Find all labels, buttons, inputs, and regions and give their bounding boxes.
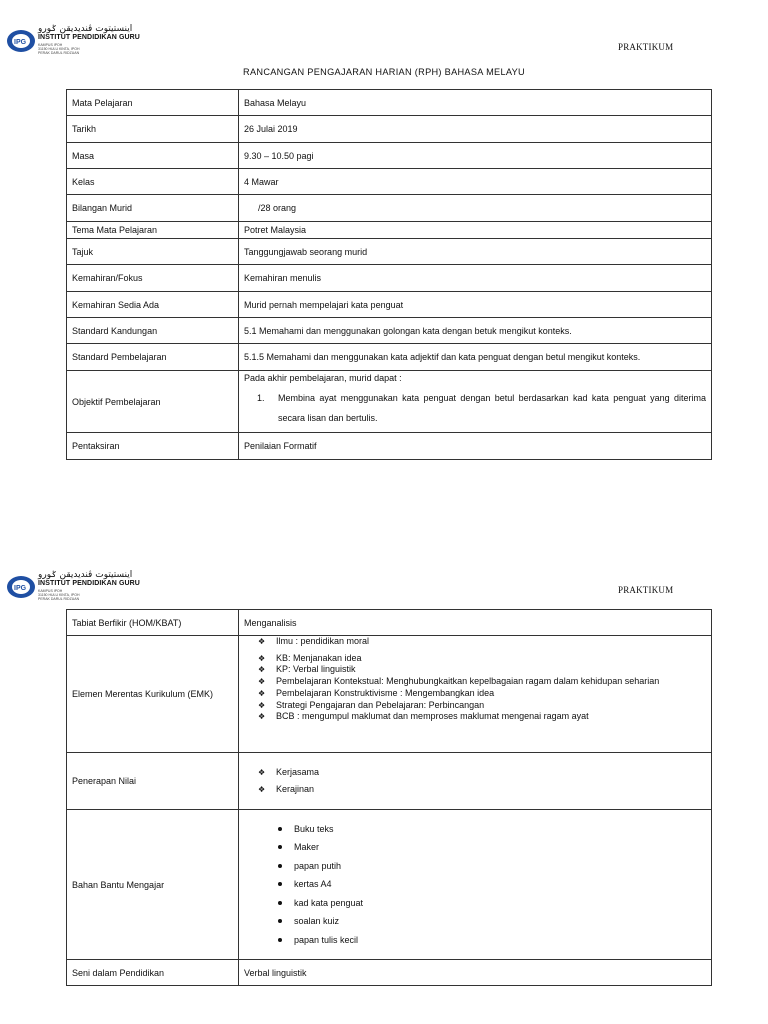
list-item: papan tulis kecil — [274, 931, 706, 950]
logo-campus: KAMPUS IPOH — [38, 43, 63, 47]
table-row — [67, 195, 712, 222]
row-label: Penerapan Nilai — [67, 753, 239, 810]
row-value: Menganalisis — [239, 610, 712, 636]
table-row — [67, 636, 712, 753]
table-row — [67, 371, 712, 433]
objektif-item-text: Membina ayat menggunakan kata penguat dengan betul berdasarkan kad kata penguat yang diterima secara lisan dan bertulis. — [278, 393, 706, 423]
list-item: soalan kuiz — [274, 912, 706, 931]
table-row — [67, 610, 712, 636]
logo-jawi-text: اينستيتوت ڤنديديقن ݢورو — [38, 24, 133, 34]
row-label: Tarikh — [67, 116, 239, 143]
table-row — [67, 433, 712, 460]
list-item: ❖ BCB : mengumpul maklumat dan memproses maklumat mengenai ragam ayat — [258, 711, 706, 723]
table-row — [67, 239, 712, 265]
row-value — [239, 753, 712, 810]
row-value: Bahasa Melayu — [239, 90, 712, 116]
ipg-emblem-icon — [6, 574, 36, 600]
objektif-item-number: 1. — [257, 393, 265, 403]
row-value: Penilaian Formatif — [239, 433, 712, 460]
table-row — [67, 169, 712, 195]
row-label: Bahan Bantu Mengajar — [67, 810, 239, 960]
institute-logo-page2 — [6, 570, 141, 606]
row-value — [239, 195, 712, 222]
ipg-emblem-icon — [6, 28, 36, 54]
row-label: Masa — [67, 143, 239, 169]
row-value: Potret Malaysia — [239, 222, 712, 239]
praktikum-label: PRAKTIKUM — [618, 42, 674, 52]
list-item: ❖ Strategi Pengajaran dan Pebelajaran: Perbincangan — [258, 700, 706, 712]
emk-list — [244, 636, 706, 723]
row-value — [239, 636, 712, 753]
objektif-intro: Pada akhir pembelajaran, murid dapat : — [244, 373, 402, 383]
table-row — [67, 116, 712, 143]
row-label: Kelas — [67, 169, 239, 195]
row-label: Seni dalam Pendidikan — [67, 960, 239, 986]
rph-elements-table — [66, 609, 712, 986]
row-label: Kemahiran Sedia Ada — [67, 292, 239, 318]
list-item: Buku teks — [274, 820, 706, 839]
logo-state: PERAK DARUL RIDZUAN — [38, 51, 80, 55]
list-item: ❖ Kerjasama — [258, 764, 706, 781]
row-label: Bilangan Murid — [67, 195, 239, 222]
row-value: Tanggungjawab seorang murid — [239, 239, 712, 265]
svg-text:IPG: IPG — [14, 585, 27, 592]
logo-campus: KAMPUS IPOH — [38, 589, 63, 593]
rph-info-table — [66, 89, 712, 460]
row-label: Tabiat Berfikir (HOM/KBAT) — [67, 610, 239, 636]
row-value: Kemahiran menulis — [239, 265, 712, 292]
table-row — [67, 143, 712, 169]
list-item: ❖ Ilmu : pendidikan moral — [258, 636, 706, 648]
table-row — [67, 292, 712, 318]
list-item: ❖ Pembelajaran Konstruktivisme : Mengembangkan idea — [258, 688, 706, 700]
logo-jawi-text: اينستيتوت ڤنديديقن ݢورو — [38, 570, 133, 580]
logo-address: 31150 HULU KINTA, IPOH — [38, 593, 80, 597]
list-item: kertas A4 — [274, 875, 706, 894]
list-item: Maker — [274, 838, 706, 857]
list-item: kad kata penguat — [274, 894, 706, 913]
list-item: ❖ Pembelajaran Kontekstual: Menghubungkaitkan kepelbagaian ragam dalam kehidupan seharian — [258, 676, 706, 688]
list-item: ❖ KB: Menjanakan idea — [258, 653, 706, 665]
row-label: Standard Pembelajaran — [67, 344, 239, 371]
row-value: Murid pernah mempelajari kata penguat — [239, 292, 712, 318]
row-label: Objektif Pembelajaran — [67, 371, 239, 433]
row-value — [239, 371, 712, 433]
table-row — [67, 960, 712, 986]
row-label: Pentaksiran — [67, 433, 239, 460]
table-row — [67, 265, 712, 292]
row-label: Kemahiran/Fokus — [67, 265, 239, 292]
praktikum-label-page2: PRAKTIKUM — [618, 585, 674, 595]
row-value: 5.1 Memahami dan menggunakan golongan kata dengan betuk mengikut konteks. — [239, 318, 712, 344]
row-label: Tema Mata Pelajaran — [67, 222, 239, 239]
logo-institute-name: INSTITUT PENDIDIKAN GURU — [38, 34, 140, 41]
row-label: Standard Kandungan — [67, 318, 239, 344]
bahan-list — [244, 820, 706, 950]
row-value: Verbal linguistik — [239, 960, 712, 986]
logo-institute-name: INSTITUT PENDIDIKAN GURU — [38, 580, 140, 587]
row-value: 5.1.5 Memahami dan menggunakan kata adjektif dan kata penguat dengan betul mengikut konteks. — [239, 344, 712, 371]
logo-state: PERAK DARUL RIDZUAN — [38, 597, 80, 601]
row-value: 26 Julai 2019 — [239, 116, 712, 143]
table-row — [67, 90, 712, 116]
table-row — [67, 344, 712, 371]
row-label: Mata Pelajaran — [67, 90, 239, 116]
row-value: 4 Mawar — [239, 169, 712, 195]
nilai-list — [244, 764, 706, 798]
row-label: Tajuk — [67, 239, 239, 265]
logo-address: 31150 HULU KINTA, IPOH — [38, 47, 80, 51]
row-label: Elemen Merentas Kurikulum (EMK) — [67, 636, 239, 753]
table-row — [67, 318, 712, 344]
objektif-item — [244, 388, 706, 428]
row-value: 9.30 – 10.50 pagi — [239, 143, 712, 169]
list-item: ❖ KP: Verbal linguistik — [258, 664, 706, 676]
institute-logo — [6, 24, 141, 60]
svg-text:IPG: IPG — [14, 39, 27, 46]
row-value — [239, 810, 712, 960]
bilangan-murid-value: /28 orang — [258, 203, 297, 213]
list-item: papan putih — [274, 857, 706, 876]
document-title: RANCANGAN PENGAJARAN HARIAN (RPH) BAHASA MELAYU — [243, 67, 525, 77]
table-row — [67, 810, 712, 960]
table-row — [67, 222, 712, 239]
list-item: ❖ Kerajinan — [258, 781, 706, 798]
table-row — [67, 753, 712, 810]
